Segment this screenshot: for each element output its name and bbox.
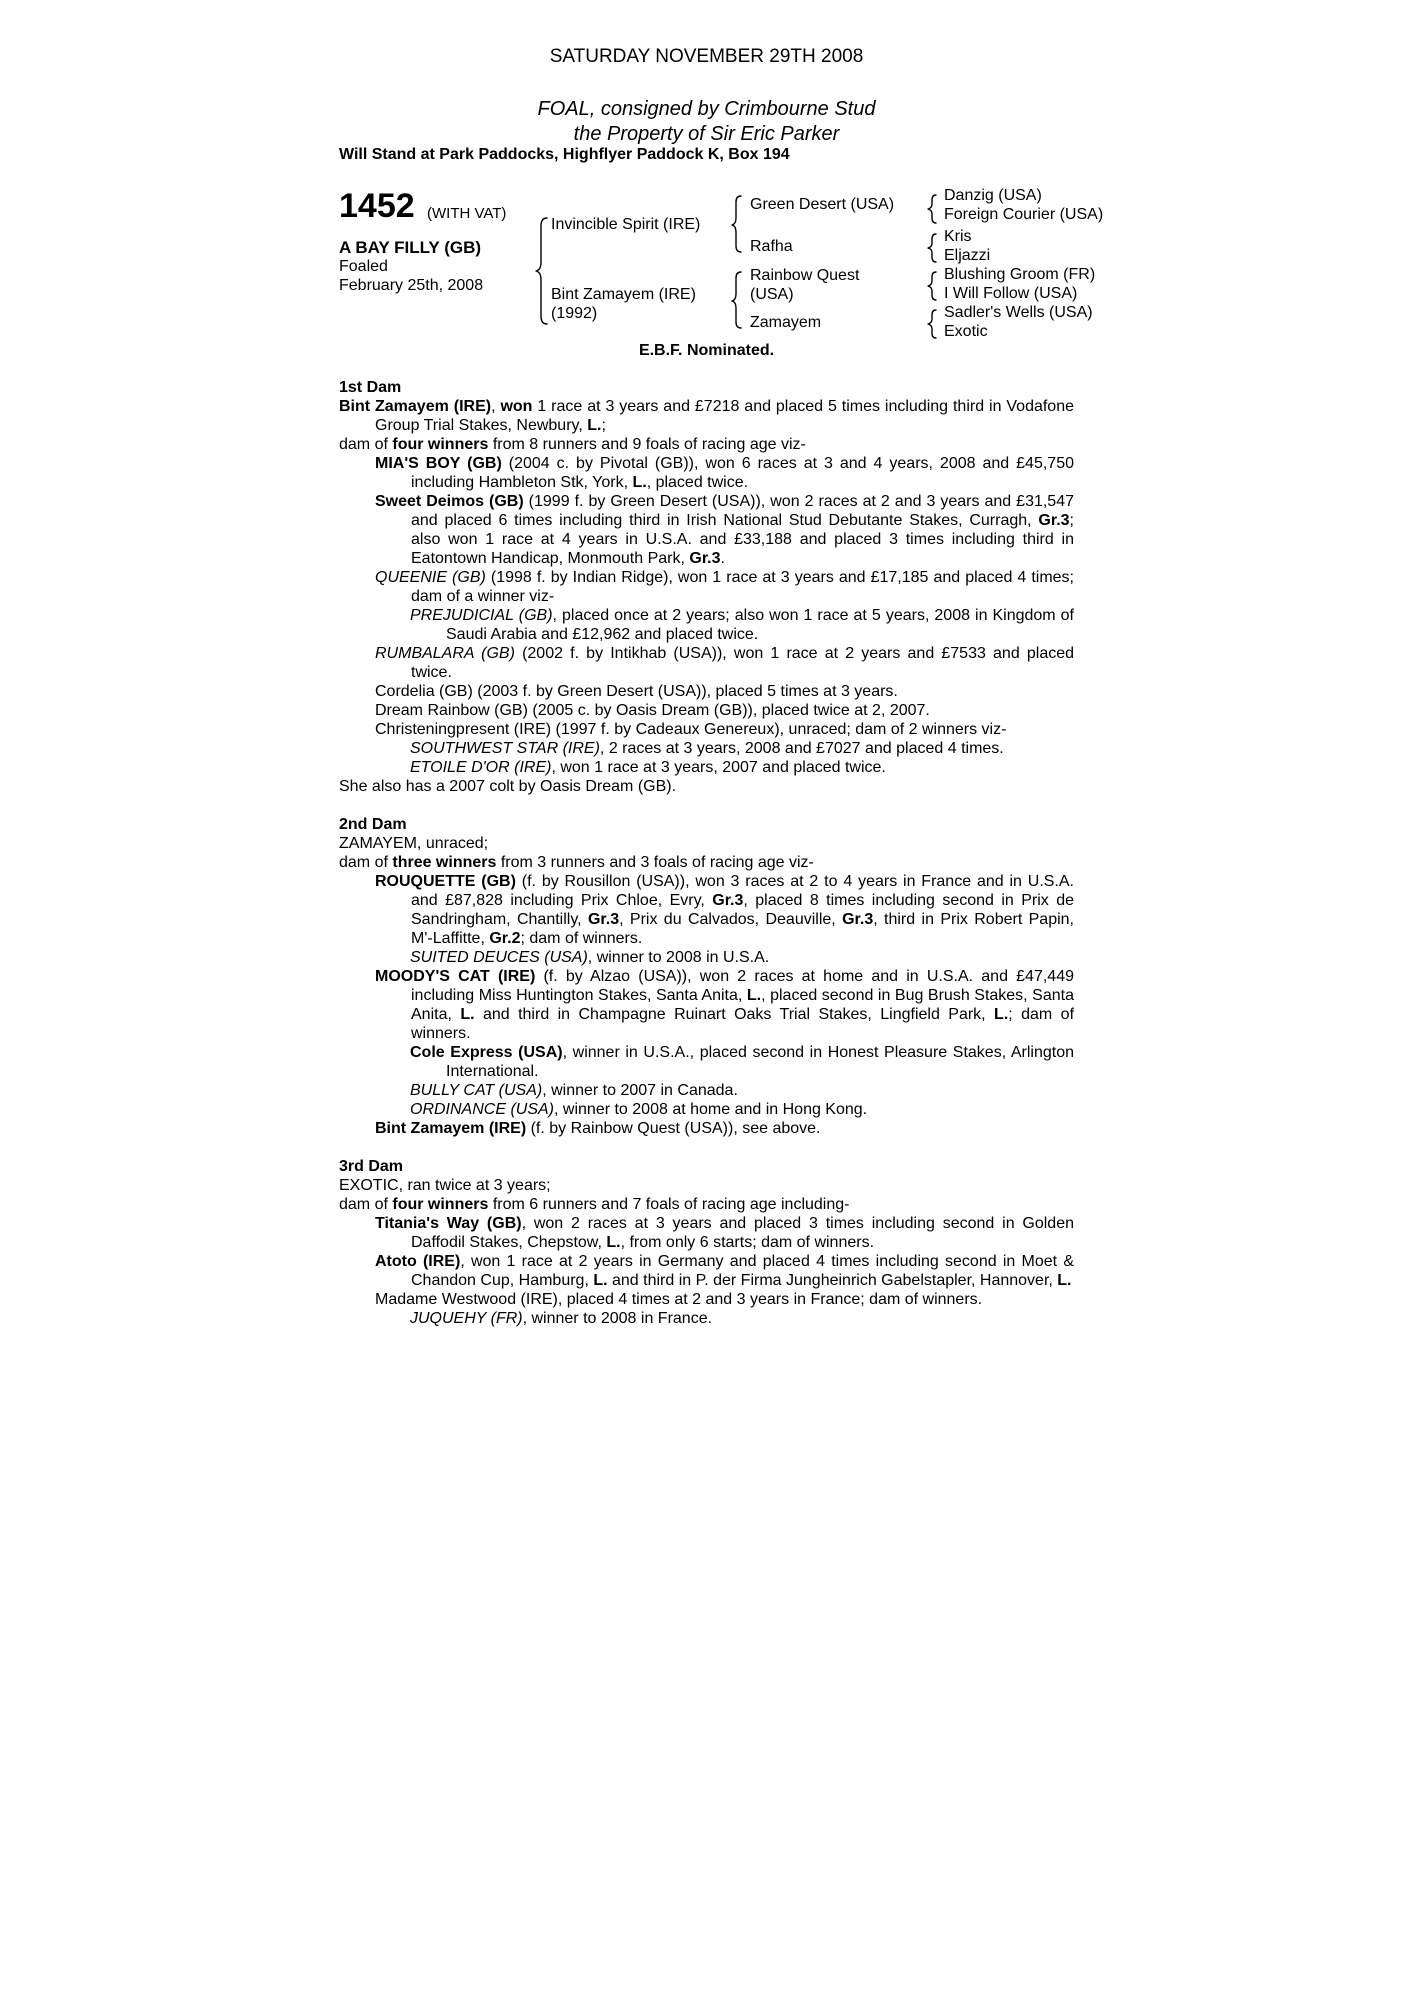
text-run: , placed 8 times including second in Prix de Sandringham, Chantilly, [411, 892, 1074, 928]
catalogue-paragraph [339, 1290, 1074, 1309]
text-run: Christeningpresent (IRE) (1997 f. by Cadeaux Genereux), unraced; dam of 2 winners viz- [375, 721, 1007, 738]
pedigree-dam-sire-name: Rainbow Quest [750, 267, 860, 284]
pedigree-sire-dam: Rafha [750, 238, 793, 255]
text-run: Gr.3 [1038, 512, 1070, 529]
pedigree-g3-8: Exotic [944, 323, 988, 340]
pedigree-dam-year: (1992) [551, 305, 598, 322]
property-line: the Property of Sir Eric Parker [573, 123, 840, 145]
text-run: four winners [392, 436, 489, 453]
pedigree-dam-name: Bint Zamayem (IRE) [551, 286, 696, 303]
text-run: SOUTHWEST STAR (IRE) [410, 740, 600, 757]
text-run: (2004 c. by Pivotal (GB)), won 6 races at 3 and 4 years, 2008 and £45,750 including Hambleton Stk, York, [411, 455, 1074, 491]
text-run: and third in P. der Firma Jungheinrich Gabelstapler, Hannover, [607, 1272, 1058, 1289]
text-run: Titania's Way (GB) [375, 1215, 522, 1232]
catalogue-paragraph [339, 777, 1074, 796]
catalogue-text [339, 378, 1074, 1328]
foaled-date: February 25th, 2008 [339, 277, 484, 294]
catalogue-paragraph [339, 853, 1074, 872]
section-heading [339, 378, 1074, 397]
text-run: Gr.3 [842, 911, 874, 928]
text-run: L. [606, 1234, 621, 1251]
catalogue-paragraph [339, 872, 1074, 948]
text-run: Gr.3 [689, 550, 721, 567]
text-run: ORDINANCE (USA) [410, 1101, 555, 1118]
text-run: 3rd Dam [339, 1158, 404, 1175]
section-gap [339, 796, 1074, 815]
text-run: (1999 f. by Green Desert (USA)), won 2 races at 2 and 3 years and £31,547 and placed 6 times including third in Irish National Stud Debutante Stakes, Curragh, [411, 493, 1075, 529]
text-run: won [500, 398, 533, 415]
text-run: , placed twice. [646, 474, 749, 491]
text-run: Sweet Deimos (GB) [375, 493, 524, 510]
text-run: L. [593, 1272, 608, 1289]
vat-note: (WITH VAT) [427, 205, 507, 222]
catalogue-paragraph [339, 397, 1074, 435]
text-run: , third in Prix Robert Papin, M'-Laffitte, [411, 911, 1074, 947]
text-run: ROUQUETTE (GB) [375, 873, 516, 890]
text-run: ; also won 1 race at 4 years in U.S.A. and £33,188 and placed 3 times including third in Eatontown Handicap, Monmouth Park, [411, 512, 1074, 567]
catalogue-paragraph [339, 1119, 1074, 1138]
catalogue-paragraph [339, 435, 1074, 454]
text-run: Dream Rainbow (GB) (2005 c. by Oasis Dream (GB)), placed twice at 2, 2007. [375, 702, 930, 719]
text-run: , winner to 2008 in France. [522, 1310, 713, 1327]
text-run: Madame Westwood (IRE), placed 4 times at 2 and 3 years in France; dam of winners. [375, 1291, 983, 1308]
brace-g3-d [928, 310, 936, 338]
text-run: RUMBALARA (GB) [375, 645, 515, 662]
brace-gen1 [536, 218, 547, 324]
pedigree-dam-sire-suffix: (USA) [750, 286, 794, 303]
catalogue-paragraph [339, 1081, 1074, 1100]
text-run: dam of [339, 436, 393, 453]
text-run: and third in Champagne Ruinart Oaks Trial Stakes, Lingfield Park, [474, 1006, 995, 1023]
stand-location: Will Stand at Park Paddocks, Highflyer Paddock K, Box 194 [339, 146, 790, 163]
text-run: EXOTIC, ran twice at 3 years; [339, 1177, 551, 1194]
section-heading [339, 1157, 1074, 1176]
text-run: dam of [339, 854, 393, 871]
text-run: She also has a 2007 colt by Oasis Dream (GB). [339, 778, 677, 795]
catalogue-paragraph [339, 1176, 1074, 1195]
pedigree-g3-1: Danzig (USA) [944, 187, 1042, 204]
text-run: Bint Zamayem (IRE) [339, 398, 492, 415]
text-run: (f. by Alzao (USA)), won 2 races at home and in U.S.A. and £47,449 including Miss Huntington Stakes, Santa Anita, [411, 968, 1074, 1004]
section-heading [339, 815, 1074, 834]
catalogue-paragraph [339, 967, 1074, 1043]
text-run: , placed second in Bug Brush Stakes, Santa Anita, [411, 987, 1074, 1023]
catalogue-paragraph [339, 1214, 1074, 1252]
brace-dam [732, 272, 741, 328]
sale-date: SATURDAY NOVEMBER 29TH 2008 [549, 46, 864, 67]
text-run: ETOILE D'OR (IRE) [410, 759, 552, 776]
text-run: 1 race at 3 years and £7218 and placed 5 times including third in Vodafone Group Trial Stakes, Newbury, [375, 398, 1075, 434]
text-run: L. [746, 987, 762, 1004]
text-run: MIA'S BOY (GB) [375, 455, 502, 472]
pedigree-g3-5: Blushing Groom (FR) [944, 266, 1096, 283]
catalogue-paragraph [339, 1252, 1074, 1290]
text-run: L. [994, 1006, 1009, 1023]
catalogue-paragraph [339, 644, 1074, 682]
catalogue-paragraph [339, 1043, 1074, 1081]
text-run: MOODY'S CAT (IRE) [375, 968, 536, 985]
text-run: from 3 runners and 3 foals of racing age viz- [496, 854, 814, 871]
text-run: , [491, 398, 501, 415]
text-run: JUQUEHY (FR) [410, 1310, 523, 1327]
text-run: dam of [339, 1196, 393, 1213]
catalogue-paragraph [339, 701, 1074, 720]
pedigree-g3-2: Foreign Courier (USA) [944, 206, 1104, 223]
text-run: Gr.2 [489, 930, 521, 947]
text-run: (f. by Rainbow Quest (USA)), see above. [526, 1120, 821, 1137]
text-run: 2nd Dam [339, 816, 407, 833]
text-run: , winner in U.S.A., placed second in Honest Pleasure Stakes, Arlington International. [446, 1044, 1075, 1080]
catalogue-paragraph [339, 720, 1074, 739]
text-run: , winner to 2007 in Canada. [542, 1082, 738, 1099]
text-run: PREJUDICIAL (GB) [410, 607, 553, 624]
pedigree-sire-sire: Green Desert (USA) [750, 196, 895, 213]
pedigree-dam-sire [750, 266, 859, 304]
text-run: from 6 runners and 7 foals of racing age including- [488, 1196, 850, 1213]
catalogue-paragraph [339, 454, 1074, 492]
text-run: Atoto (IRE) [375, 1253, 461, 1270]
text-run: four winners [392, 1196, 489, 1213]
consignment-line: FOAL, consigned by Crimbourne Stud [537, 98, 876, 120]
pedigree-dam-dam: Zamayem [750, 314, 822, 331]
text-run: SUITED DEUCES (USA) [410, 949, 588, 966]
text-run: ; dam of winners. [411, 1006, 1075, 1042]
text-run: , won 1 race at 3 years, 2007 and placed twice. [551, 759, 886, 776]
ebf-nominated: E.B.F. Nominated. [638, 342, 775, 359]
text-run: L. [587, 417, 602, 434]
pedigree-g3-6: I Will Follow (USA) [944, 285, 1078, 302]
text-run: 1st Dam [339, 379, 402, 396]
pedigree-braces [0, 0, 1413, 360]
text-run: , won 2 races at 3 years and placed 3 times including second in Golden Daffodil Stakes, Chepstow, [411, 1215, 1075, 1251]
brace-g3-c [928, 272, 936, 300]
text-run: (2002 f. by Intikhab (USA)), won 1 race at 2 years and £7533 and placed twice. [411, 645, 1075, 681]
catalogue-paragraph [339, 739, 1074, 758]
text-run: QUEENIE (GB) [375, 569, 486, 586]
brace-sire [732, 196, 741, 252]
text-run: , winner to 2008 in U.S.A. [587, 949, 770, 966]
text-run: L. [632, 474, 647, 491]
catalogue-paragraph [339, 682, 1074, 701]
foaled-label: Foaled [339, 258, 388, 275]
text-run: from 8 runners and 9 foals of racing age viz- [488, 436, 806, 453]
brace-g3-b [928, 234, 936, 262]
catalogue-paragraph [339, 1195, 1074, 1214]
section-gap [339, 1138, 1074, 1157]
catalogue-paragraph [339, 1309, 1074, 1328]
text-run: (f. by Rousillon (USA)), won 3 races at 2 to 4 years in France and in U.S.A. and £87,828 including Prix Chloe, Evry, [411, 873, 1074, 909]
text-run: . [720, 550, 725, 567]
text-run: BULLY CAT (USA) [410, 1082, 543, 1099]
text-run: Gr.3 [712, 892, 744, 909]
pedigree-g3-3: Kris [944, 228, 972, 245]
text-run: ; [601, 417, 606, 434]
text-run: , placed once at 2 years; also won 1 race at 5 years, 2008 in Kingdom of Saudi Arabia and £12,962 and placed twice. [446, 607, 1074, 643]
catalogue-paragraph [339, 948, 1074, 967]
text-run: Gr.3 [587, 911, 620, 928]
pedigree-g3-7: Sadler's Wells (USA) [944, 304, 1093, 321]
text-run: , 2 races at 3 years, 2008 and £7027 and placed 4 times. [599, 740, 1004, 757]
text-run: , winner to 2008 at home and in Hong Kong. [554, 1101, 868, 1118]
text-run: three winners [392, 854, 497, 871]
lot-description: A BAY FILLY (GB) [339, 238, 482, 257]
text-run: Cordelia (GB) (2003 f. by Green Desert (USA)), placed 5 times at 3 years. [375, 683, 898, 700]
text-run: , from only 6 starts; dam of winners. [620, 1234, 875, 1251]
text-run: (1998 f. by Indian Ridge), won 1 race at 3 years and £17,185 and placed 4 times; dam of a winner viz- [411, 569, 1075, 605]
text-run: ZAMAYEM, unraced; [339, 835, 489, 852]
pedigree-sire: Invincible Spirit (IRE) [551, 216, 701, 233]
catalogue-paragraph [339, 492, 1074, 568]
brace-g3-a [928, 195, 936, 223]
text-run: ; dam of winners. [520, 930, 643, 947]
text-run: L. [1057, 1272, 1072, 1289]
catalogue-paragraph [339, 758, 1074, 777]
pedigree-dam [551, 285, 696, 323]
text-run: Bint Zamayem (IRE) [375, 1120, 527, 1137]
text-run: , Prix du Calvados, Deauville, [619, 911, 843, 928]
lot-number: 1452 [339, 187, 415, 225]
text-run: L. [460, 1006, 475, 1023]
catalogue-paragraph [339, 834, 1074, 853]
catalogue-paragraph [339, 568, 1074, 606]
catalogue-paragraph [339, 1100, 1074, 1119]
pedigree-g3-4: Eljazzi [944, 247, 991, 264]
text-run: Cole Express (USA) [410, 1044, 563, 1061]
catalogue-paragraph [339, 606, 1074, 644]
text-run: , won 1 race at 2 years in Germany and placed 4 times including second in Moet & Chandon Cup, Hamburg, [411, 1253, 1075, 1289]
